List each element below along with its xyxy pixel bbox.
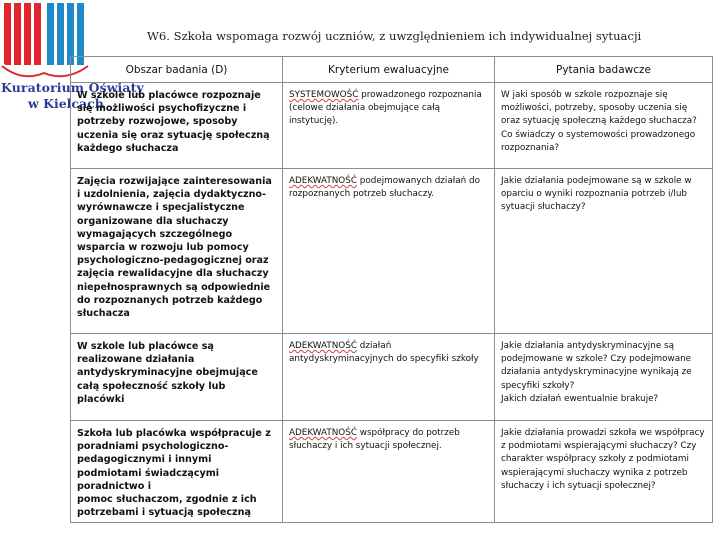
header-questions: Pytania badawcze bbox=[495, 57, 713, 83]
area-text: W szkole lub placówce rozpoznaje się możliwości psychofizyczne i potrzeby rozwojowe, sposoby uczenia się oraz sytuację społeczną każdego słuchacza bbox=[77, 90, 270, 154]
logo-text-line1: Kuratorium Oświaty bbox=[1, 80, 144, 95]
table-row bbox=[71, 169, 713, 334]
area-cell bbox=[71, 169, 283, 334]
table-header-row bbox=[71, 57, 713, 83]
questions-text: Jakie działania podejmowane są w szkole w oparciu o wyniki rozpoznania potrzeb i/lub sytuacji słuchaczy? bbox=[501, 176, 692, 213]
criterion-key: ADEKWATNOŚĆ bbox=[289, 428, 357, 438]
questions-cell bbox=[495, 334, 713, 421]
area-cell bbox=[71, 83, 283, 169]
criterion-key: ADEKWATNOŚĆ bbox=[289, 341, 357, 351]
criterion-text: działań antydyskryminacyjnych do specyfiki szkoły bbox=[289, 341, 479, 365]
criterion-text: prowadzonego rozpoznania (celowe działania obejmujące całą instytucję). bbox=[289, 90, 482, 127]
page-title: W6. Szkoła wspomaga rozwój uczniów, z uwzględnieniem ich indywidualnej sytuacji bbox=[147, 29, 642, 43]
criterion-key: ADEKWATNOŚĆ bbox=[289, 176, 357, 186]
area-text: Szkoła lub placówka współpracuje z poradniami psychologiczno-pedagogicznymi i innymi podmiotami świadczącymi poradnictwo i pomoc słuchaczom, zgodnie z ich potrzebami i sytuacją społeczną bbox=[77, 428, 271, 519]
logo-text-line2: w Kielcach bbox=[28, 96, 104, 111]
questions-text: W jaki sposób w szkole rozpoznaje się możliwości, potrzeby, sposoby uczenia się oraz sytuację społeczną każdego słuchacza? Co świadczy o systemowości prowadzonego rozpoznania? bbox=[501, 90, 697, 153]
table-row bbox=[71, 334, 713, 421]
criterion-key: SYSTEMOWOŚĆ bbox=[289, 90, 359, 100]
criterion-text: podejmowanych działań do rozpoznanych potrzeb słuchaczy. bbox=[289, 176, 480, 200]
criterion-cell bbox=[283, 334, 495, 421]
evaluation-table bbox=[70, 56, 713, 523]
table-row bbox=[71, 421, 713, 523]
questions-cell bbox=[495, 169, 713, 334]
criterion-cell bbox=[283, 83, 495, 169]
criterion-text: współpracy do potrzeb słuchaczy i ich sytuacji społecznej. bbox=[289, 428, 460, 452]
area-cell bbox=[71, 421, 283, 523]
questions-text: Jakie działania prowadzi szkoła we współpracy z podmiotami wspierającymi słuchaczy? Czy charakter współpracy szkoły z podmiotami wspierającymi słuchaczy wynika z potrzeb słuchaczy i ich sytuacji społecznej? bbox=[501, 428, 705, 491]
questions-cell bbox=[495, 421, 713, 523]
header-criterion: Kryterium ewaluacyjne bbox=[283, 57, 495, 83]
area-cell bbox=[71, 334, 283, 421]
header-area: Obszar badania (D) bbox=[71, 57, 283, 83]
area-text: Zajęcia rozwijające zainteresowania i uzdolnienia, zajęcia dydaktyczno-wyrównawcze i specjalistyczne organizowane dla słuchaczy wymagających szczególnego wsparcia w rozwoju lub pomocy psychologiczno-pedagogicznej oraz zajęcia rewalidacyjne dla słuchaczy niepełnosprawnych są odpowiednie do rozpoznanych potrzeb każdego słuchacza bbox=[77, 176, 272, 320]
questions-text: Jakie działania antydyskryminacyjne są podejmowane w szkole? Czy podejmowane działania antydyskryminacyjne wynikają ze specyfiki szkoły? Jakich działań ewentualnie brakuje? bbox=[501, 341, 692, 404]
table-row bbox=[71, 83, 713, 169]
criterion-cell bbox=[283, 169, 495, 334]
criterion-cell bbox=[283, 421, 495, 523]
questions-cell bbox=[495, 83, 713, 169]
area-text: W szkole lub placówce są realizowane działania antydyskryminacyjne obejmujące całą społeczność szkoły lub placówki bbox=[77, 341, 258, 405]
